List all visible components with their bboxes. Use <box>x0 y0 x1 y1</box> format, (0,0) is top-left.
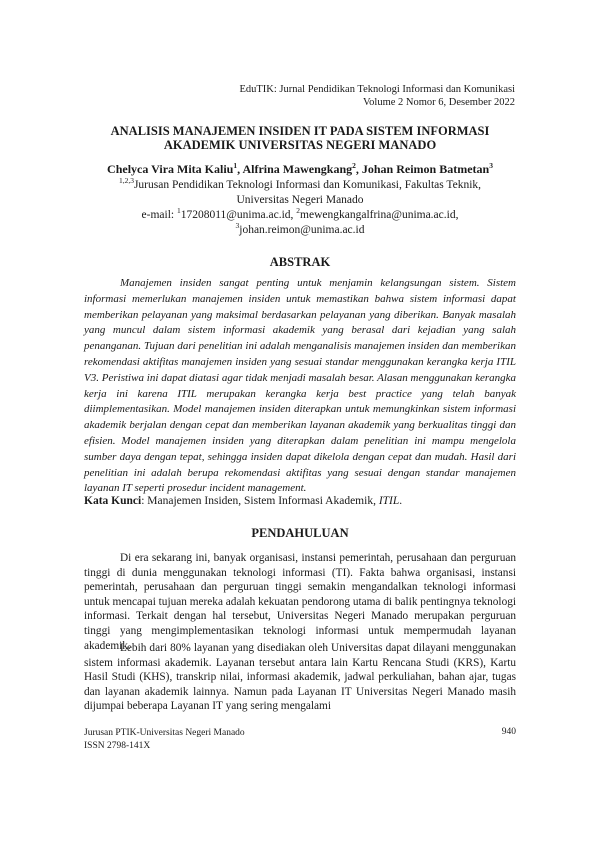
author-separator: , <box>355 162 362 176</box>
email-link[interactable]: 17208011@unima.ac.id, <box>180 209 297 221</box>
author-sup: 2 <box>352 161 356 170</box>
email-link[interactable]: mewengkangalfrina@unima.ac.id, <box>300 209 459 221</box>
author-name: Johan Reimon Batmetan <box>361 162 490 176</box>
author-sup: 3 <box>489 161 493 170</box>
email-sup: 2 <box>296 206 301 216</box>
introduction-paragraph-1: Di era sekarang ini, banyak organisasi, instansi pemerintah, perusahaan dan perguruan tinggi di dunia menggunakan teknologi informasi (TI). Fakta bahwa organisasi, instansi pemerintah, perusahaan dan perguruan tinggi semakin mengandalkan teknologi informasi untuk mencapai tujuan mereka adalah kekuatan pendorong utama di balik pentingnya teknologi informasi. Terkait dengan hal tersebut, Universitas Negeri Manado merupakan perguruan tinggi yang mengimplementasikan teknologi informasi untuk mempermudah layanan akademik. <box>84 552 516 652</box>
page-number: 940 <box>501 727 516 737</box>
affiliation-text: Jurusan Pendidikan Teknologi Informasi dan Komunikasi, Fakultas Teknik, <box>133 179 482 191</box>
abstract-heading: ABSTRAK <box>269 255 331 269</box>
author-name: Chelyca Vira Mita Kaliu <box>107 162 234 176</box>
email-label: e-mail: <box>141 209 177 221</box>
paper-title-line-1: ANALISIS MANAJEMEN INSIDEN IT PADA SISTEM INFORMASI <box>110 124 490 138</box>
journal-header <box>239 83 515 109</box>
author-name: Alfrina Mawengkang <box>242 162 353 176</box>
introduction-heading: PENDAHULUAN <box>251 526 349 540</box>
author-list <box>0 162 600 177</box>
page-footer <box>84 727 245 752</box>
affiliation-sup: 1,2,3 <box>118 176 134 186</box>
keywords <box>84 495 402 507</box>
keywords-text: Manajemen Insiden, Sistem Informasi Akademik, <box>147 495 379 507</box>
journal-issue: Volume 2 Nomor 6, Desember 2022 <box>362 97 515 108</box>
paper-title <box>0 124 600 152</box>
journal-name: EduTIK: Jurnal Pendidikan Teknologi Informasi dan Komunikasi <box>239 84 515 95</box>
email-line <box>0 208 600 223</box>
email-line-2 <box>0 223 600 238</box>
email-sup: 3 <box>235 221 240 231</box>
introduction-paragraph-2: Lebih dari 80% layanan yang disediakan oleh Universitas dapat dilayani menggunakan sistem informasi akademik. Layanan tersebut antara lain Kartu Rencana Studi (KRS), Kartu Hasil Studi (KHS), transkrip nilai, informasi akademik, jadwal perkuliahan, bahan ajar, tugas dan layanan akademik lainnya. Namun pada Layanan IT Universitas Negeri Manado masih dijumpai beberapa Layanan IT yang sering mengalami <box>84 642 516 713</box>
author-separator: , <box>237 162 243 176</box>
footer-issn: ISSN 2798-141X <box>84 740 151 751</box>
keywords-separator: : <box>141 495 148 507</box>
email-sup: 1 <box>176 206 181 216</box>
email-link[interactable]: johan.reimon@unima.ac.id <box>239 224 365 236</box>
keywords-label: Kata Kunci <box>84 495 142 507</box>
affiliation-block <box>0 178 600 238</box>
abstract-text: Manajemen insiden sangat penting untuk menjamin kelangsungan sistem. Sistem informasi memerlukan manajemen insiden untuk memastikan bahwa sistem informasi dapat memberikan pelayanan yang maksimal berdasarkan pelayanan yang diberikan. Banyak masalah yang muncul dalam sistem informasi akademik yang berasal dari kejadian yang salah penanganan. Tujuan dari penelitian ini adalah menganalisis manajemen insiden dan memberikan rekomendasi aktifitas manajemen insiden yang sesuai standar menggunakan kerangka kerja ITIL V3. Peristiwa ini dapat diatasi agar tidak menjadi masalah besar. Alasan menggunakan kerangka kerja ini karena ITIL merupakan kerangka kerja best practice yang telah banyak diimplementasikan. Model manajemen insiden diterapkan untuk memungkinkan sistem informasi akademik berjalan dengan cepat dan memberikan layanan akademik yang berkualitas tinggi dan efisien. Model manajemen insiden yang diterapkan dalam penelitian ini mampu mengelola sumber daya dengan tepat, sehingga insiden dapat dikelola dengan cepat dan mudah. Hasil dari penelitian ini adalah berupa rekomendasi aktifitas yang sesuai dengan standar manajemen layanan IT seperti prosedur incident management. <box>84 277 516 495</box>
author-sup: 1 <box>233 161 238 170</box>
keywords-italic: ITIL <box>378 495 400 507</box>
paper-title-line-2: AKADEMIK UNIVERSITAS NEGERI MANADO <box>163 138 437 152</box>
keywords-end: . <box>399 495 403 507</box>
affiliation-line-1 <box>0 178 600 193</box>
footer-department: Jurusan PTIK-Universitas Negeri Manado <box>84 728 245 738</box>
affiliation-line-2: Universitas Negeri Manado <box>236 194 364 206</box>
